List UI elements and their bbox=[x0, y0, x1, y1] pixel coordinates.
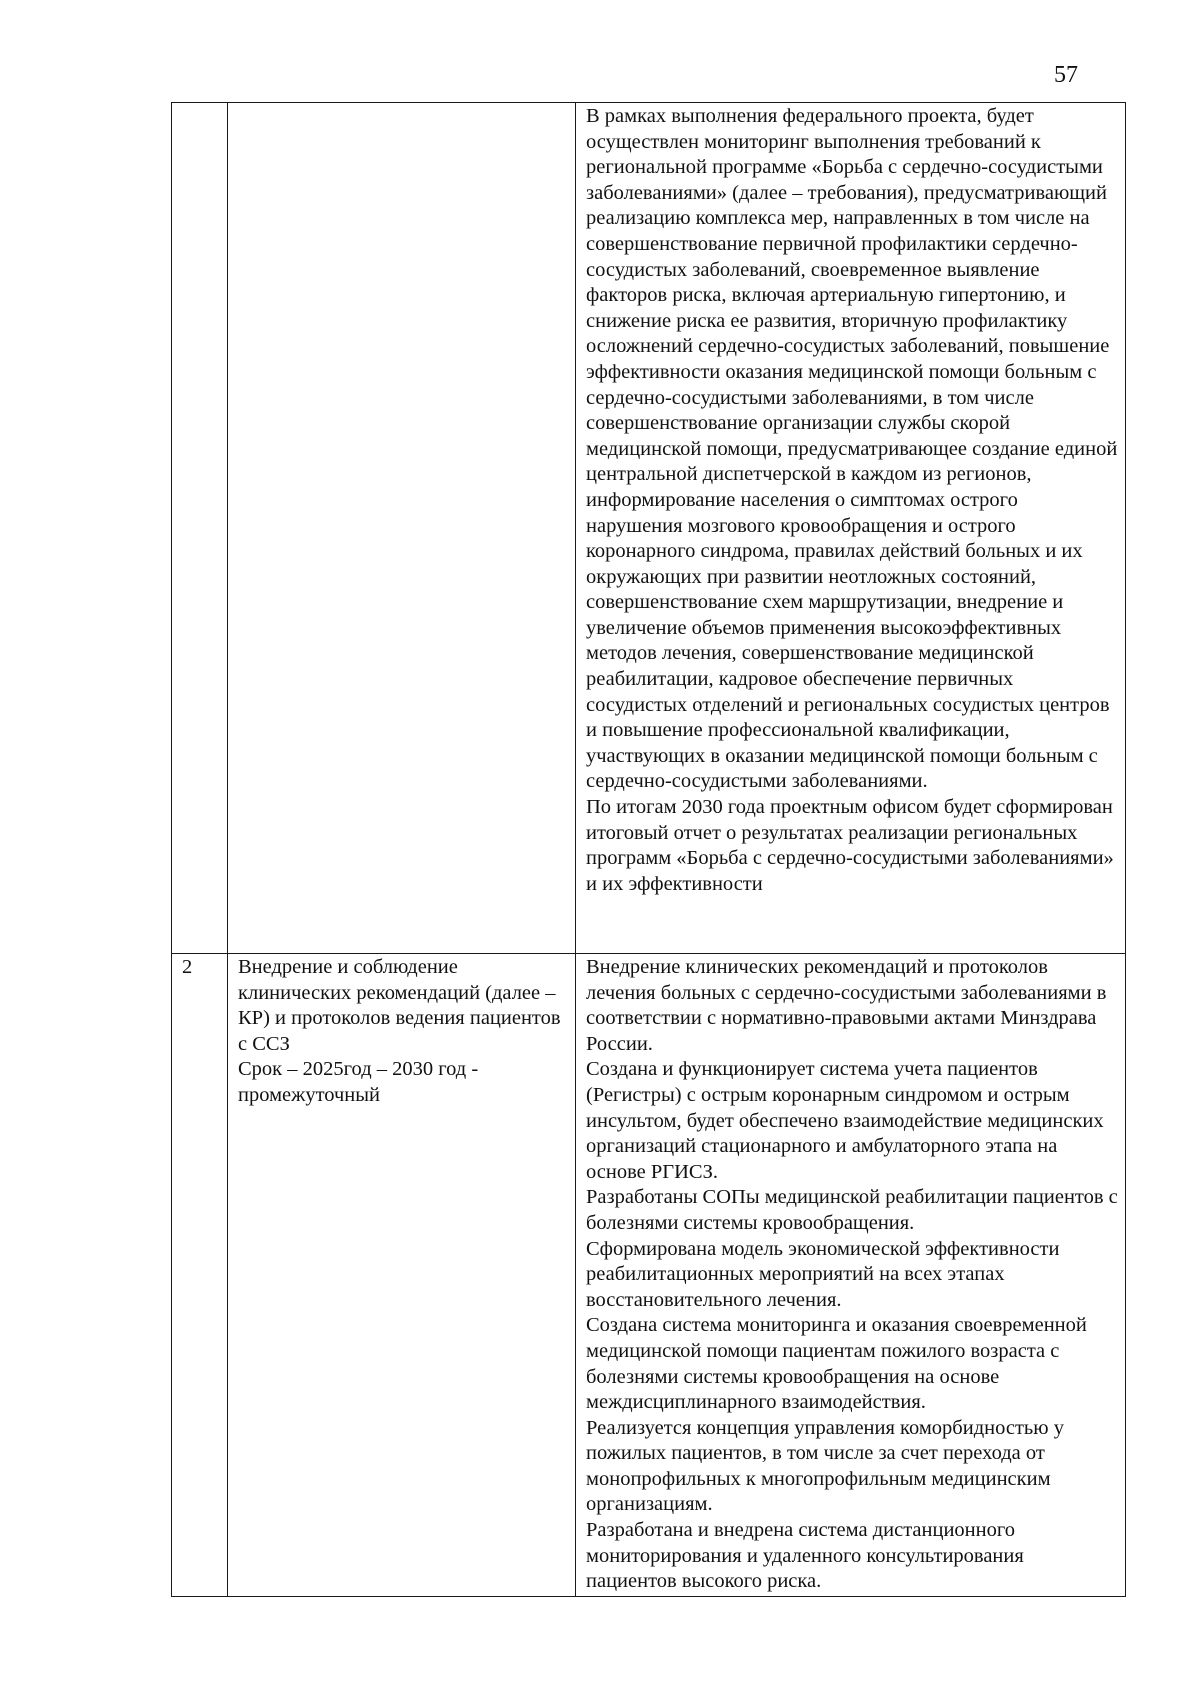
result-paragraph: Разработана и внедрена система дистанционного мониторирования и удаленного консультирования пациентов высокого риска. bbox=[586, 1519, 1024, 1593]
result-paragraph: Создана и функционирует система учета пациентов (Регистры) с острым коронарным синдромом и острым инсультом, будет обеспечено взаимодействие медицинских организаций стационарного и амбулаторного этапа на основе РГИСЗ. bbox=[586, 1058, 1104, 1183]
program-table bbox=[171, 102, 1126, 1597]
result-paragraph: По итогам 2030 года проектным офисом будет сформирован итоговый отчет о результатах реализации региональных программ «Борьба с сердечно-сосудистыми заболеваниями» и их эффективности bbox=[586, 796, 1114, 895]
result-paragraph: Внедрение клинических рекомендаций и протоколов лечения больных с сердечно-сосудистыми заболеваниями в соответствии с нормативно-правовыми актами Минздрава России. bbox=[586, 956, 1107, 1055]
row-number-cell: 2 bbox=[172, 954, 228, 1597]
result-cell bbox=[576, 103, 1126, 954]
table-row bbox=[172, 103, 1126, 954]
table-row bbox=[172, 954, 1126, 1597]
task-cell bbox=[228, 954, 576, 1597]
task-deadline: Срок – 2025год – 2030 год - промежуточный bbox=[238, 1058, 479, 1106]
result-paragraph: Создана система мониторинга и оказания своевременной медицинской помощи пациентам пожилого возраста с болезнями системы кровообращения на основе междисциплинарного взаимодействия. bbox=[586, 1314, 1087, 1414]
row-number-cell bbox=[172, 103, 228, 954]
result-paragraph: Разработаны СОПы медицинской реабилитации пациентов с болезнями системы кровообращения. bbox=[586, 1186, 1118, 1234]
task-cell bbox=[228, 103, 576, 954]
task-paragraph: Внедрение и соблюдение клинических рекомендаций (далее – КР) и протоколов ведения пациентов с ССЗ bbox=[238, 956, 561, 1055]
result-paragraph: В рамках выполнения федерального проекта, будет осуществлен мониторинг выполнения требований к региональной программе «Борьба с сердечно-сосудистыми заболеваниями» (далее – требования), предусматривающий реализацию комплекса мер, направленных в том числе на совершенствование первичной профилактики сердечно-сосудистых заболеваний, своевременное выявление факторов риска, включая артериальную гипертонию, и снижение риска ее развития, вторичную профилактику осложнений сердечно-сосудистых заболеваний, повышение эффективности оказания медицинской помощи больным с сердечно-сосудистыми заболеваниями, в том числе совершенствование организации службы скорой медицинской помощи, предусматривающее создание единой центральной диспетчерской в каждом из регионов, информирование населения о симптомах острого нарушения мозгового кровообращения и острого коронарного синдрома, правилах действий больных и их окружающих при развитии неотложных состояний, совершенствование схем маршрутизации, внедрение и увеличение объемов применения высокоэффективных методов лечения, совершенствование медицинской реабилитации, кадровое обеспечение первичных сосудистых отделений и региональных сосудистых центров и повышение профессиональной квалификации, участвующих в оказании медицинской помощи больным с сердечно-сосудистыми заболеваниями. bbox=[586, 105, 1118, 793]
result-paragraph: Сформирована модель экономической эффективности реабилитационных мероприятий на всех этапах восстановительного лечения. bbox=[586, 1237, 1060, 1311]
result-cell bbox=[576, 954, 1126, 1597]
result-paragraph: Реализуется концепция управления коморбидностью у пожилых пациентов, в том числе за счет перехода от монопрофильных к многопрофильным медицинским организациям. bbox=[586, 1416, 1064, 1516]
page-number: 57 bbox=[1054, 62, 1078, 88]
